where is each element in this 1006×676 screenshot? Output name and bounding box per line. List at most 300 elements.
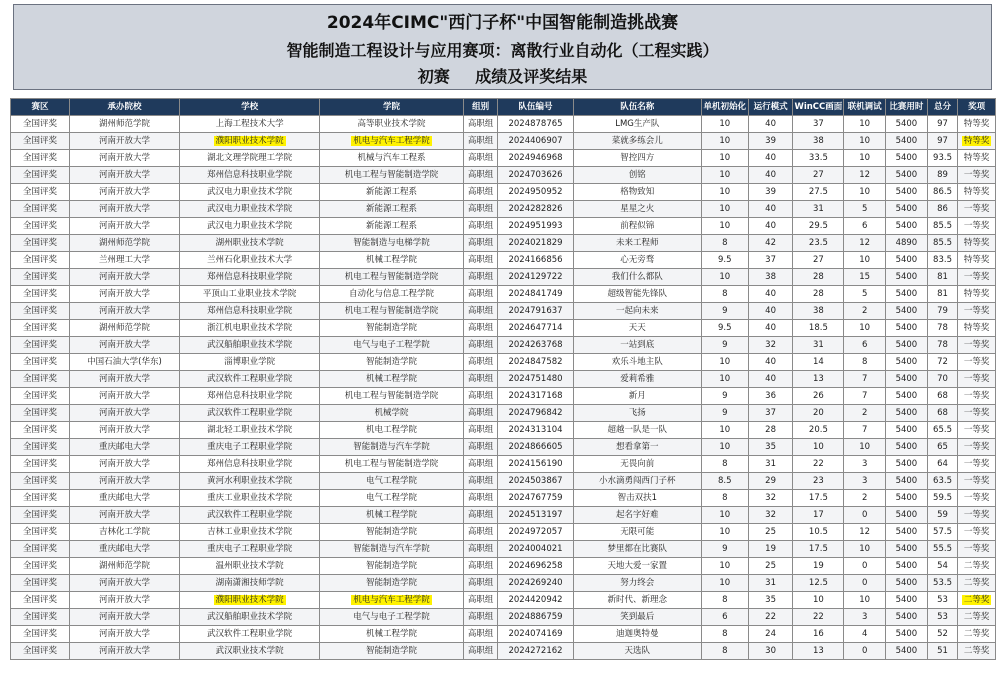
- table-cell: 河南开放大学: [70, 286, 180, 303]
- highlighted-text: 濮阳职业技术学院: [215, 136, 284, 146]
- table-cell: 5400: [886, 524, 928, 541]
- table-cell: 5400: [886, 405, 928, 422]
- table-cell: 12: [844, 524, 886, 541]
- table-cell: 5400: [886, 286, 928, 303]
- table-cell: 93.5: [927, 150, 958, 167]
- table-cell: 5400: [886, 456, 928, 473]
- table-cell: 河南开放大学: [70, 303, 180, 320]
- page-subtitle: 智能制造工程设计与应用赛项：离散行业自动化（工程实践）: [286, 41, 719, 60]
- table-cell: 河南开放大学: [70, 167, 180, 184]
- table-cell: 高职组: [463, 150, 498, 167]
- table-cell: 智能制造学院: [320, 320, 463, 337]
- table-cell: 25: [748, 524, 793, 541]
- table-cell: 自动化与信息工程学院: [320, 286, 463, 303]
- table-cell: 2024878765: [498, 116, 573, 133]
- table-cell: 17: [793, 507, 844, 524]
- table-cell: 郑州信息科技职业学院: [179, 167, 319, 184]
- table-cell: 40: [748, 303, 793, 320]
- table-cell: 爱莉希雅: [573, 371, 701, 388]
- table-cell: 一等奖: [958, 354, 996, 371]
- table-cell: 武汉软件工程职业学院: [179, 626, 319, 643]
- table-cell: 8: [701, 490, 748, 507]
- column-header: 组别: [463, 99, 498, 116]
- table-cell: 机械工程学院: [320, 371, 463, 388]
- table-cell: 高职组: [463, 575, 498, 592]
- table-cell: 迪迦奥特曼: [573, 626, 701, 643]
- table-cell: 10: [844, 320, 886, 337]
- table-cell: 36: [748, 388, 793, 405]
- results-header: [13, 4, 992, 90]
- table-cell: 电气与电子工程学院: [320, 337, 463, 354]
- table-cell: 高职组: [463, 524, 498, 541]
- table-cell: 38: [793, 133, 844, 150]
- table-cell: 0: [844, 507, 886, 524]
- column-header: 总分: [927, 99, 958, 116]
- table-cell: 5400: [886, 626, 928, 643]
- table-cell: 37: [748, 252, 793, 269]
- table-cell: 重庆邮电大学: [70, 439, 180, 456]
- table-cell: 10: [701, 354, 748, 371]
- table-row: [11, 150, 996, 167]
- table-cell: 未来工程师: [573, 235, 701, 252]
- table-cell: 30: [748, 643, 793, 660]
- highlighted-text: 濮阳职业技术学院: [215, 595, 284, 605]
- table-cell: 27: [793, 252, 844, 269]
- table-cell: 湖州师范学院: [70, 116, 180, 133]
- table-cell: 高职组: [463, 592, 498, 609]
- table-cell: 智能制造学院: [320, 354, 463, 371]
- column-header: 单机初始化: [701, 99, 748, 116]
- table-cell: 河南开放大学: [70, 184, 180, 201]
- table-cell: 39: [748, 133, 793, 150]
- table-cell: 10: [844, 150, 886, 167]
- table-row: [11, 320, 996, 337]
- table-cell: 全国评奖: [11, 626, 70, 643]
- table-cell: 85.5: [927, 235, 958, 252]
- table-cell: 7: [844, 371, 886, 388]
- table-cell: 高职组: [463, 422, 498, 439]
- table-cell: 武汉软件工程职业学院: [179, 405, 319, 422]
- table-cell: 河南开放大学: [70, 626, 180, 643]
- table-cell: 河南开放大学: [70, 456, 180, 473]
- table-cell: 8.5: [701, 473, 748, 490]
- table-cell: 新能源工程系: [320, 201, 463, 218]
- table-cell: 25: [748, 558, 793, 575]
- table-cell: 26: [793, 388, 844, 405]
- table-cell: 3: [844, 609, 886, 626]
- table-cell: 梦里都在比赛队: [573, 541, 701, 558]
- table-cell: 一等奖: [958, 422, 996, 439]
- table-row: [11, 303, 996, 320]
- table-cell: 14: [793, 354, 844, 371]
- table-cell: 37: [793, 116, 844, 133]
- table-cell: 38: [748, 269, 793, 286]
- table-cell: 高职组: [463, 626, 498, 643]
- table-cell: 高职组: [463, 354, 498, 371]
- table-cell: 10: [701, 575, 748, 592]
- table-cell: 中国石油大学(华东): [70, 354, 180, 371]
- table-cell: 54: [927, 558, 958, 575]
- table-cell: 70: [927, 371, 958, 388]
- table-cell: 高职组: [463, 235, 498, 252]
- table-cell: 5400: [886, 473, 928, 490]
- table-cell: 2024313104: [498, 422, 573, 439]
- table-cell: 35: [748, 592, 793, 609]
- table-row: [11, 575, 996, 592]
- table-cell: 郑州信息科技职业学院: [179, 456, 319, 473]
- table-cell: 全国评奖: [11, 320, 70, 337]
- table-cell: 笑到最后: [573, 609, 701, 626]
- table-cell: 2024791637: [498, 303, 573, 320]
- table-cell: 40: [748, 354, 793, 371]
- table-cell: 二等奖: [958, 643, 996, 660]
- table-cell: 菜就多练会儿: [573, 133, 701, 150]
- table-cell: 湖北轻工职业技术学院: [179, 422, 319, 439]
- table-cell: 10: [844, 133, 886, 150]
- table-cell: 一等奖: [958, 439, 996, 456]
- table-cell: 星星之火: [573, 201, 701, 218]
- table-cell: 86.5: [927, 184, 958, 201]
- table-cell: 40: [748, 218, 793, 235]
- table-cell: 10: [701, 269, 748, 286]
- table-cell: 新时代、新理念: [573, 592, 701, 609]
- table-cell: 河南开放大学: [70, 133, 180, 150]
- table-cell: 5400: [886, 388, 928, 405]
- table-cell: 2: [844, 490, 886, 507]
- column-header: 联机调试: [844, 99, 886, 116]
- table-cell: 河南开放大学: [70, 507, 180, 524]
- column-header: 学校: [179, 99, 319, 116]
- table-cell: 全国评奖: [11, 490, 70, 507]
- table-cell: 2: [844, 405, 886, 422]
- table-cell: 55.5: [927, 541, 958, 558]
- table-cell: 59.5: [927, 490, 958, 507]
- table-cell: 电气工程学院: [320, 473, 463, 490]
- table-cell: 10: [793, 592, 844, 609]
- table-cell: 86: [927, 201, 958, 218]
- table-cell: 40: [748, 286, 793, 303]
- table-cell: 10: [701, 150, 748, 167]
- table-row: [11, 184, 996, 201]
- table-cell: 72: [927, 354, 958, 371]
- table-cell: 全国评奖: [11, 388, 70, 405]
- table-cell: 35: [748, 439, 793, 456]
- table-row: [11, 354, 996, 371]
- table-cell: 全国评奖: [11, 371, 70, 388]
- table-cell: 河南开放大学: [70, 405, 180, 422]
- table-cell: 河南开放大学: [70, 337, 180, 354]
- table-cell: 5: [844, 201, 886, 218]
- table-cell: 电气工程学院: [320, 490, 463, 507]
- table-cell: 53: [927, 609, 958, 626]
- table-cell: 武汉电力职业技术学院: [179, 184, 319, 201]
- table-cell: 2024503867: [498, 473, 573, 490]
- table-cell: 20: [793, 405, 844, 422]
- table-cell: 湖州师范学院: [70, 320, 180, 337]
- table-cell: 超越一队是一队: [573, 422, 701, 439]
- table-cell: 高职组: [463, 643, 498, 660]
- table-cell: 高职组: [463, 473, 498, 490]
- table-cell: 温州职业技术学院: [179, 558, 319, 575]
- table-cell: 59: [927, 507, 958, 524]
- table-cell: 42: [748, 235, 793, 252]
- table-cell: 5400: [886, 337, 928, 354]
- table-cell: 特等奖: [958, 184, 996, 201]
- table-cell: 12: [844, 235, 886, 252]
- table-cell: [958, 592, 996, 609]
- highlighted-text: 机电与汽车工程学院: [353, 595, 430, 605]
- table-cell: 河南开放大学: [70, 371, 180, 388]
- table-cell: 兰州石化职业技术大学: [179, 252, 319, 269]
- table-cell: 2024272162: [498, 643, 573, 660]
- table-cell: 重庆电子工程职业学院: [179, 439, 319, 456]
- table-cell: 64: [927, 456, 958, 473]
- table-cell: 浙江机电职业技术学院: [179, 320, 319, 337]
- table-cell: 2024946968: [498, 150, 573, 167]
- table-cell: 10: [701, 558, 748, 575]
- table-cell: 9.5: [701, 320, 748, 337]
- table-cell: 2024021829: [498, 235, 573, 252]
- table-cell: 武汉职业技术学院: [179, 643, 319, 660]
- table-cell: 高职组: [463, 218, 498, 235]
- table-cell: 29.5: [793, 218, 844, 235]
- table-cell: 78: [927, 320, 958, 337]
- table-cell: 2024972057: [498, 524, 573, 541]
- table-cell: 全国评奖: [11, 286, 70, 303]
- table-cell: 2024004021: [498, 541, 573, 558]
- table-cell: 高职组: [463, 201, 498, 218]
- table-row: [11, 490, 996, 507]
- table-cell: 全国评奖: [11, 405, 70, 422]
- results-table: [10, 98, 996, 660]
- table-cell: 4: [844, 626, 886, 643]
- table-cell: 65: [927, 439, 958, 456]
- table-cell: 武汉软件工程职业学院: [179, 371, 319, 388]
- table-cell: 40: [748, 167, 793, 184]
- table-cell: 全国评奖: [11, 439, 70, 456]
- table-cell: 3: [844, 456, 886, 473]
- table-cell: 15: [844, 269, 886, 286]
- table-cell: 40: [748, 201, 793, 218]
- table-cell: 81: [927, 286, 958, 303]
- table-cell: 10: [701, 371, 748, 388]
- table-cell: 我们什么都队: [573, 269, 701, 286]
- table-cell: 智能制造学院: [320, 575, 463, 592]
- table-cell: 97: [927, 133, 958, 150]
- table-cell: 9: [701, 303, 748, 320]
- table-cell: 一等奖: [958, 490, 996, 507]
- table-cell: 新月: [573, 388, 701, 405]
- table-cell: 欢乐斗地主队: [573, 354, 701, 371]
- table-cell: 起名字好难: [573, 507, 701, 524]
- table-cell: 全国评奖: [11, 354, 70, 371]
- table-cell: 31: [793, 201, 844, 218]
- table-cell: 天天: [573, 320, 701, 337]
- table-cell: 河南开放大学: [70, 422, 180, 439]
- table-cell: 高职组: [463, 405, 498, 422]
- table-cell: 全国评奖: [11, 541, 70, 558]
- table-cell: 6: [701, 609, 748, 626]
- table-row: [11, 643, 996, 660]
- table-row: [11, 473, 996, 490]
- table-cell: 5: [844, 286, 886, 303]
- table-cell: 38: [793, 303, 844, 320]
- table-cell: 10: [701, 201, 748, 218]
- table-cell: 机械工程学院: [320, 507, 463, 524]
- table-cell: 兰州理工大学: [70, 252, 180, 269]
- table-cell: 机电工程与智能制造学院: [320, 456, 463, 473]
- table-cell: 5400: [886, 269, 928, 286]
- table-cell: 全国评奖: [11, 184, 70, 201]
- table-cell: 淄博职业学院: [179, 354, 319, 371]
- table-cell: 全国评奖: [11, 150, 70, 167]
- table-cell: 2024886759: [498, 609, 573, 626]
- table-cell: 5400: [886, 303, 928, 320]
- table-cell: 湖北文理学院理工学院: [179, 150, 319, 167]
- column-header: 奖项: [958, 99, 996, 116]
- table-cell: 全国评奖: [11, 235, 70, 252]
- table-cell: 10.5: [793, 524, 844, 541]
- table-cell: [320, 133, 463, 150]
- column-header: WinCC画面: [793, 99, 844, 116]
- table-cell: 6: [844, 337, 886, 354]
- table-cell: 高职组: [463, 337, 498, 354]
- table-row: [11, 405, 996, 422]
- table-cell: 10: [701, 116, 748, 133]
- table-cell: 2024420942: [498, 592, 573, 609]
- table-row: [11, 609, 996, 626]
- table-cell: 10: [793, 439, 844, 456]
- table-cell: 52: [927, 626, 958, 643]
- table-cell: 6: [844, 218, 886, 235]
- table-cell: 高职组: [463, 133, 498, 150]
- table-cell: 10: [701, 524, 748, 541]
- table-cell: 2024647714: [498, 320, 573, 337]
- table-cell: 8: [701, 592, 748, 609]
- stage-label: 初赛: [417, 67, 450, 86]
- table-row: [11, 201, 996, 218]
- table-cell: 湖南潇湘技师学院: [179, 575, 319, 592]
- table-row: [11, 252, 996, 269]
- table-cell: 8: [701, 286, 748, 303]
- table-cell: 0: [844, 558, 886, 575]
- table-cell: 河南开放大学: [70, 592, 180, 609]
- table-cell: 31: [793, 337, 844, 354]
- table-cell: 创铭: [573, 167, 701, 184]
- table-cell: 0: [844, 575, 886, 592]
- table-cell: 武汉软件工程职业学院: [179, 507, 319, 524]
- table-cell: 全国评奖: [11, 592, 70, 609]
- table-cell: 全国评奖: [11, 303, 70, 320]
- table-cell: 一等奖: [958, 201, 996, 218]
- table-cell: 湖州师范学院: [70, 235, 180, 252]
- table-cell: 黄河水利职业技术学院: [179, 473, 319, 490]
- table-cell: 机电工程与智能制造学院: [320, 167, 463, 184]
- table-cell: 一等奖: [958, 371, 996, 388]
- table-cell: 二等奖: [958, 575, 996, 592]
- table-cell: 85.5: [927, 218, 958, 235]
- table-cell: 高等职业技术学院: [320, 116, 463, 133]
- table-cell: 63.5: [927, 473, 958, 490]
- table-cell: 28: [748, 422, 793, 439]
- table-cell: 53.5: [927, 575, 958, 592]
- table-cell: 电气与电子工程学院: [320, 609, 463, 626]
- table-cell: 68: [927, 405, 958, 422]
- table-cell: 全国评奖: [11, 269, 70, 286]
- table-cell: 高职组: [463, 439, 498, 456]
- table-cell: 8: [701, 643, 748, 660]
- table-cell: 新能源工程系: [320, 184, 463, 201]
- table-cell: 一等奖: [958, 507, 996, 524]
- table-cell: 格物致知: [573, 184, 701, 201]
- table-cell: 一等奖: [958, 524, 996, 541]
- table-cell: 57.5: [927, 524, 958, 541]
- table-cell: 5400: [886, 184, 928, 201]
- table-cell: 5400: [886, 541, 928, 558]
- table-cell: 高职组: [463, 116, 498, 133]
- table-cell: 河南开放大学: [70, 473, 180, 490]
- table-cell: 5400: [886, 439, 928, 456]
- column-header: 比赛用时: [886, 99, 928, 116]
- column-header: 运行模式: [748, 99, 793, 116]
- table-cell: 高职组: [463, 303, 498, 320]
- table-cell: 5400: [886, 167, 928, 184]
- table-cell: 13: [793, 643, 844, 660]
- table-cell: 5400: [886, 320, 928, 337]
- table-cell: 10: [844, 541, 886, 558]
- table-row: [11, 388, 996, 405]
- table-cell: 5400: [886, 490, 928, 507]
- highlighted-text: 二等奖: [963, 595, 990, 605]
- table-cell: 2024513197: [498, 507, 573, 524]
- table-cell: 高职组: [463, 541, 498, 558]
- table-cell: 12.5: [793, 575, 844, 592]
- table-cell: 上海工程技术大学: [179, 116, 319, 133]
- table-body: [11, 116, 996, 660]
- table-cell: 全国评奖: [11, 167, 70, 184]
- table-cell: 5400: [886, 558, 928, 575]
- table-cell: 2024796842: [498, 405, 573, 422]
- table-cell: 一等奖: [958, 337, 996, 354]
- table-cell: 10: [701, 507, 748, 524]
- table-cell: 2024282826: [498, 201, 573, 218]
- table-cell: 特等奖: [958, 252, 996, 269]
- table-cell: 10: [844, 184, 886, 201]
- table-cell: 全国评奖: [11, 609, 70, 626]
- table-cell: 3: [844, 473, 886, 490]
- table-cell: 智能制造与汽车学院: [320, 541, 463, 558]
- table-cell: 10: [701, 167, 748, 184]
- table-cell: 飞扬: [573, 405, 701, 422]
- table-cell: 17.5: [793, 541, 844, 558]
- table-cell: 2024269240: [498, 575, 573, 592]
- table-cell: 一等奖: [958, 541, 996, 558]
- table-cell: 全国评奖: [11, 456, 70, 473]
- table-cell: 特等奖: [958, 116, 996, 133]
- table-cell: 机电工程与智能制造学院: [320, 388, 463, 405]
- table-cell: [958, 133, 996, 150]
- table-cell: 2024696258: [498, 558, 573, 575]
- table-cell: 37: [748, 405, 793, 422]
- table-cell: 天地大爱一家置: [573, 558, 701, 575]
- table-cell: 武汉船舶职业技术学院: [179, 337, 319, 354]
- table-cell: 2024156190: [498, 456, 573, 473]
- table-cell: 40: [748, 320, 793, 337]
- table-cell: 武汉电力职业技术学院: [179, 218, 319, 235]
- table-cell: 智能制造学院: [320, 558, 463, 575]
- table-cell: 4890: [886, 235, 928, 252]
- table-cell: 努力终会: [573, 575, 701, 592]
